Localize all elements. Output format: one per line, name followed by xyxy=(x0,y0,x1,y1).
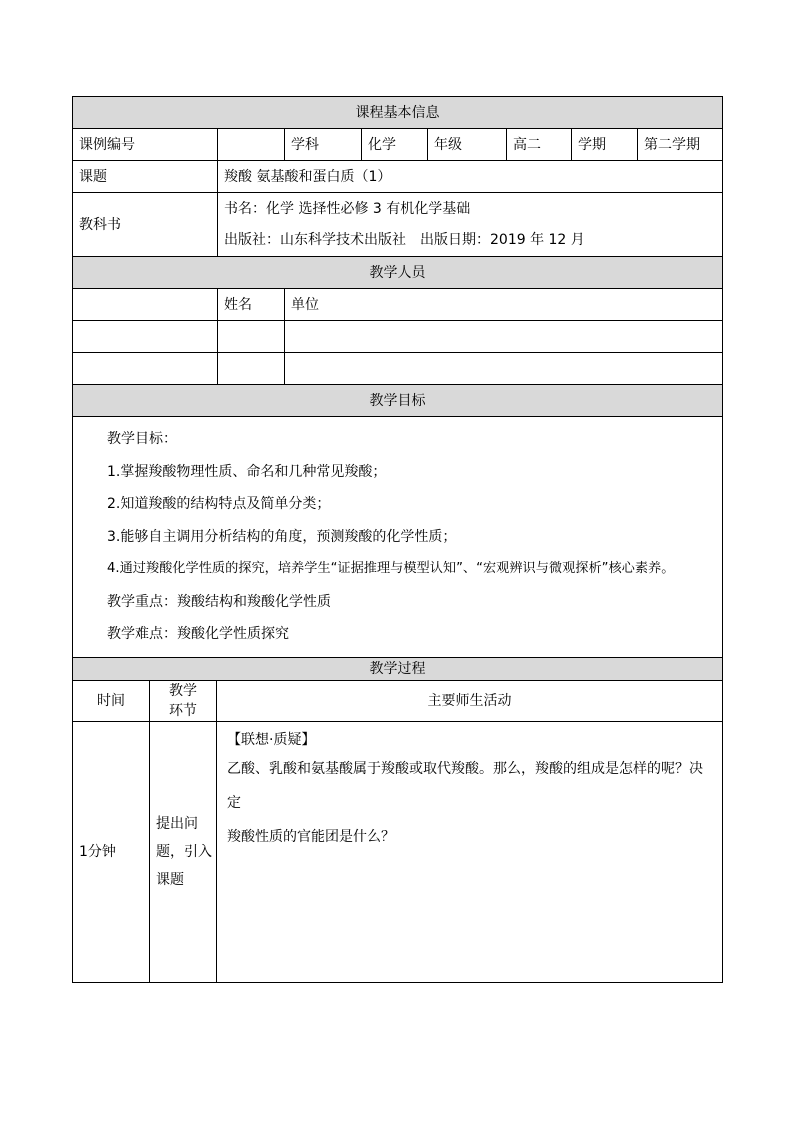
basic-info-header: 课程基本信息 xyxy=(73,97,723,129)
objectives-intro: 教学目标： xyxy=(107,431,177,447)
case-id-value xyxy=(218,129,285,161)
staff-row-2-unit xyxy=(285,353,723,385)
staff-role-cell xyxy=(73,289,218,321)
row-1-activity xyxy=(217,721,723,982)
staff-row-2-name xyxy=(218,353,285,385)
grade-value: 高二 xyxy=(507,129,572,161)
staff-row-1-role xyxy=(73,321,218,353)
basic-info-table xyxy=(72,96,723,658)
row-1-time: 1分钟 xyxy=(73,721,150,982)
staff-unit-label: 单位 xyxy=(285,289,723,321)
process-table xyxy=(72,657,723,983)
objective-item-3: 3.能够自主调用分析结构的角度，预测羧酸的化学性质； xyxy=(107,528,457,545)
row-1-activity-line2: 羧酸性质的官能团是什么？ xyxy=(227,828,395,845)
staff-row-1-unit xyxy=(285,321,723,353)
textbook-publisher: 出版社：山东科学技术出版社 出版日期：2019 年 12 月 xyxy=(224,231,585,248)
row-1-activity-line1: 乙酸、乳酸和氨基酸属于羧酸或取代羧酸。那么，羧酸的组成是怎样的呢？决定 xyxy=(227,760,703,811)
staff-row-2-role xyxy=(73,353,218,385)
row-1-stage: 提出问题，引入课题 xyxy=(150,721,217,982)
subject-label: 学科 xyxy=(285,129,362,161)
staff-header: 教学人员 xyxy=(73,257,723,289)
row-1-activity-title: 【联想·质疑】 xyxy=(227,731,316,748)
stage-column-label-line1: 教学 xyxy=(169,682,197,699)
teaching-key-point: 教学重点：羧酸结构和羧酸化学性质 xyxy=(107,593,331,610)
textbook-label: 教科书 xyxy=(73,193,218,257)
objectives-cell xyxy=(73,417,723,658)
stage-column-label xyxy=(150,680,217,721)
subject-value: 化学 xyxy=(362,129,428,161)
topic-label: 课题 xyxy=(73,161,218,193)
semester-label: 学期 xyxy=(572,129,638,161)
objective-item-4: 4.通过羧酸化学性质的探究，培养学生“证据推理与模型认知”、“宏观辨识与微观探析”核心素养。 xyxy=(107,561,675,576)
topic-value: 羧酸 氨基酸和蛋白质（1） xyxy=(218,161,723,193)
process-header: 教学过程 xyxy=(73,657,723,680)
case-id-label: 课例编号 xyxy=(73,129,218,161)
textbook-cell xyxy=(218,193,723,257)
lesson-plan-sheet xyxy=(72,96,722,983)
objective-item-2: 2.知道羧酸的结构特点及简单分类； xyxy=(107,496,331,512)
stage-column-label-line2: 环节 xyxy=(169,702,197,719)
activity-column-label: 主要师生活动 xyxy=(217,680,723,721)
time-column-label: 时间 xyxy=(73,680,150,721)
teaching-difficulty: 教学难点：羧酸化学性质探究 xyxy=(107,626,289,642)
objective-item-1: 1.掌握羧酸物理性质、命名和几种常见羧酸； xyxy=(107,463,387,480)
staff-row-1-name xyxy=(218,321,285,353)
grade-label: 年级 xyxy=(428,129,507,161)
staff-name-label: 姓名 xyxy=(218,289,285,321)
semester-value: 第二学期 xyxy=(638,129,723,161)
objectives-header: 教学目标 xyxy=(73,385,723,417)
textbook-title: 书名：化学 选择性必修 3 有机化学基础 xyxy=(224,200,471,217)
